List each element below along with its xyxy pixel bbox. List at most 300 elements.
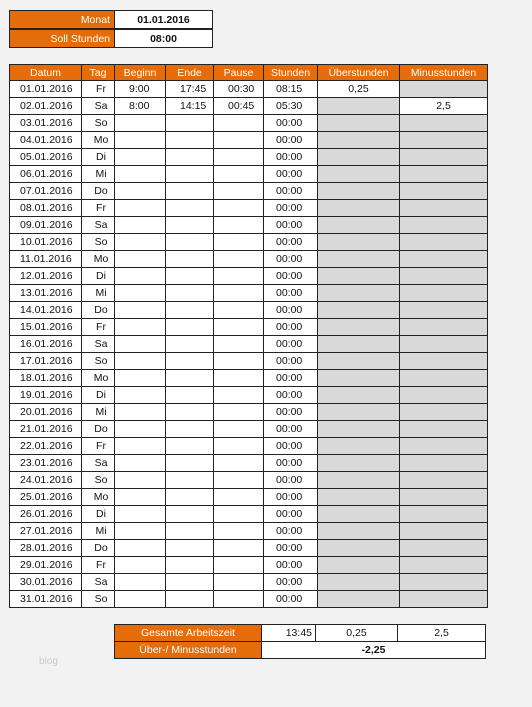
cell-beginn[interactable]	[115, 234, 166, 251]
gesamt-ueberstunden-cell[interactable]: 0,25	[315, 624, 398, 642]
table-row	[10, 506, 488, 523]
cell-datum[interactable]: 03.01.2016	[10, 115, 82, 132]
cell-beginn[interactable]	[115, 574, 166, 591]
table-row	[10, 302, 488, 319]
cell-beginn[interactable]	[115, 217, 166, 234]
cell-ende[interactable]	[166, 523, 214, 540]
cell-stunden[interactable]: 00:00	[264, 540, 318, 557]
col-header-pause: Pause	[214, 65, 264, 81]
cell-datum[interactable]: 30.01.2016	[10, 574, 82, 591]
cell-datum[interactable]: 09.01.2016	[10, 217, 82, 234]
table-header-row	[10, 65, 488, 81]
cell-tag[interactable]: Do	[82, 421, 115, 438]
cell-stunden[interactable]: 00:00	[264, 336, 318, 353]
table-row	[10, 81, 488, 98]
cell-pause[interactable]	[214, 421, 264, 438]
saldo-label: Über-/ Minusstunden	[114, 641, 262, 659]
col-header-beginn: Beginn	[115, 65, 166, 81]
cell-tag[interactable]: Mo	[82, 489, 115, 506]
cell-minusstunden[interactable]	[400, 285, 488, 302]
cell-tag[interactable]: Di	[82, 268, 115, 285]
time-table	[9, 64, 488, 608]
cell-stunden[interactable]: 00:00	[264, 557, 318, 574]
cell-minusstunden[interactable]	[400, 149, 488, 166]
cell-pause[interactable]	[214, 115, 264, 132]
cell-pause[interactable]	[214, 591, 264, 608]
cell-stunden[interactable]: 00:00	[264, 285, 318, 302]
col-header-stunden: Stunden	[264, 65, 318, 81]
cell-stunden[interactable]: 00:00	[264, 149, 318, 166]
cell-tag[interactable]: Fr	[82, 200, 115, 217]
cell-pause[interactable]	[214, 217, 264, 234]
cell-stunden[interactable]: 00:00	[264, 268, 318, 285]
cell-pause[interactable]	[214, 234, 264, 251]
cell-pause[interactable]	[214, 540, 264, 557]
cell-tag[interactable]: So	[82, 472, 115, 489]
cell-minusstunden[interactable]	[400, 217, 488, 234]
cell-ende[interactable]	[166, 132, 214, 149]
cell-datum[interactable]: 31.01.2016	[10, 591, 82, 608]
cell-ende[interactable]	[166, 472, 214, 489]
cell-pause[interactable]	[214, 489, 264, 506]
cell-ende[interactable]	[166, 353, 214, 370]
cell-pause[interactable]	[214, 166, 264, 183]
cell-minusstunden[interactable]	[400, 132, 488, 149]
cell-beginn[interactable]	[115, 149, 166, 166]
col-header-ende: Ende	[166, 65, 214, 81]
cell-pause[interactable]	[214, 404, 264, 421]
cell-minusstunden[interactable]	[400, 387, 488, 404]
cell-pause[interactable]	[214, 183, 264, 200]
cell-ende[interactable]	[166, 591, 214, 608]
cell-pause[interactable]	[214, 523, 264, 540]
cell-ende[interactable]	[166, 234, 214, 251]
table-row	[10, 319, 488, 336]
cell-datum[interactable]: 16.01.2016	[10, 336, 82, 353]
cell-tag[interactable]: Fr	[82, 438, 115, 455]
cell-tag[interactable]: So	[82, 234, 115, 251]
cell-ende[interactable]	[166, 370, 214, 387]
table-row	[10, 115, 488, 132]
cell-ueberstunden[interactable]	[318, 285, 400, 302]
cell-tag[interactable]: Mi	[82, 404, 115, 421]
cell-ueberstunden[interactable]	[318, 438, 400, 455]
gesamte-arbeitszeit-label: Gesamte Arbeitszeit	[114, 624, 262, 642]
table-row	[10, 217, 488, 234]
cell-tag[interactable]: Do	[82, 183, 115, 200]
cell-ende[interactable]	[166, 115, 214, 132]
cell-datum[interactable]: 06.01.2016	[10, 166, 82, 183]
cell-datum[interactable]: 07.01.2016	[10, 183, 82, 200]
cell-datum[interactable]: 12.01.2016	[10, 268, 82, 285]
cell-datum[interactable]: 26.01.2016	[10, 506, 82, 523]
cell-tag[interactable]: Di	[82, 387, 115, 404]
cell-ueberstunden[interactable]	[318, 591, 400, 608]
cell-ueberstunden[interactable]	[318, 557, 400, 574]
cell-ende[interactable]	[166, 251, 214, 268]
cell-pause[interactable]	[214, 557, 264, 574]
cell-datum[interactable]: 02.01.2016	[10, 98, 82, 115]
cell-minusstunden[interactable]	[400, 404, 488, 421]
cell-ueberstunden[interactable]	[318, 268, 400, 285]
cell-pause[interactable]	[214, 149, 264, 166]
cell-ende[interactable]	[166, 149, 214, 166]
table-row	[10, 98, 488, 115]
cell-pause[interactable]	[214, 455, 264, 472]
cell-ueberstunden[interactable]	[318, 336, 400, 353]
cell-ende[interactable]	[166, 421, 214, 438]
cell-beginn[interactable]	[115, 353, 166, 370]
cell-beginn[interactable]	[115, 540, 166, 557]
cell-minusstunden[interactable]	[400, 302, 488, 319]
cell-stunden[interactable]: 00:00	[264, 387, 318, 404]
cell-stunden[interactable]: 00:00	[264, 200, 318, 217]
cell-minusstunden[interactable]	[400, 523, 488, 540]
cell-stunden[interactable]: 00:00	[264, 217, 318, 234]
cell-tag[interactable]: Sa	[82, 574, 115, 591]
monat-label: Monat	[9, 10, 115, 29]
cell-ende[interactable]	[166, 455, 214, 472]
cell-ueberstunden[interactable]	[318, 506, 400, 523]
cell-tag[interactable]: Mi	[82, 285, 115, 302]
col-header-ueberstunden: Überstunden	[318, 65, 400, 81]
cell-stunden[interactable]: 00:00	[264, 574, 318, 591]
cell-ende[interactable]	[166, 302, 214, 319]
cell-minusstunden[interactable]	[400, 268, 488, 285]
cell-datum[interactable]: 29.01.2016	[10, 557, 82, 574]
cell-ende[interactable]	[166, 506, 214, 523]
cell-beginn[interactable]	[115, 183, 166, 200]
cell-beginn[interactable]: 8:00	[115, 98, 166, 115]
cell-datum[interactable]: 01.01.2016	[10, 81, 82, 98]
cell-beginn[interactable]	[115, 489, 166, 506]
cell-pause[interactable]	[214, 200, 264, 217]
table-row	[10, 523, 488, 540]
cell-tag[interactable]: Di	[82, 506, 115, 523]
cell-beginn[interactable]	[115, 557, 166, 574]
cell-ende[interactable]	[166, 319, 214, 336]
cell-pause[interactable]	[214, 438, 264, 455]
table-row	[10, 353, 488, 370]
cell-ende[interactable]	[166, 166, 214, 183]
cell-beginn[interactable]	[115, 404, 166, 421]
cell-beginn[interactable]	[115, 285, 166, 302]
cell-ueberstunden[interactable]: 0,25	[318, 81, 400, 98]
cell-ende[interactable]	[166, 574, 214, 591]
cell-datum[interactable]: 24.01.2016	[10, 472, 82, 489]
cell-ueberstunden[interactable]	[318, 251, 400, 268]
cell-stunden[interactable]: 00:00	[264, 370, 318, 387]
cell-stunden[interactable]: 00:00	[264, 506, 318, 523]
soll-stunden-value-cell[interactable]: 08:00	[114, 29, 213, 48]
cell-ueberstunden[interactable]	[318, 166, 400, 183]
table-row	[10, 540, 488, 557]
cell-ueberstunden[interactable]	[318, 540, 400, 557]
table-row	[10, 132, 488, 149]
cell-ende[interactable]	[166, 404, 214, 421]
cell-minusstunden[interactable]	[400, 574, 488, 591]
cell-tag[interactable]: Sa	[82, 336, 115, 353]
cell-ende[interactable]	[166, 217, 214, 234]
cell-pause[interactable]: 00:45	[214, 98, 264, 115]
cell-stunden[interactable]: 00:00	[264, 183, 318, 200]
cell-datum[interactable]: 28.01.2016	[10, 540, 82, 557]
cell-pause[interactable]	[214, 506, 264, 523]
cell-datum[interactable]: 27.01.2016	[10, 523, 82, 540]
cell-tag[interactable]: Mo	[82, 370, 115, 387]
cell-minusstunden[interactable]	[400, 370, 488, 387]
cell-datum[interactable]: 10.01.2016	[10, 234, 82, 251]
cell-beginn[interactable]	[115, 268, 166, 285]
cell-pause[interactable]	[214, 302, 264, 319]
cell-beginn[interactable]	[115, 421, 166, 438]
cell-pause[interactable]	[214, 268, 264, 285]
cell-beginn[interactable]	[115, 370, 166, 387]
cell-tag[interactable]: Fr	[82, 81, 115, 98]
cell-tag[interactable]: So	[82, 353, 115, 370]
cell-stunden[interactable]: 00:00	[264, 591, 318, 608]
cell-minusstunden[interactable]	[400, 455, 488, 472]
cell-stunden[interactable]: 05:30	[264, 98, 318, 115]
cell-datum[interactable]: 14.01.2016	[10, 302, 82, 319]
cell-datum[interactable]: 17.01.2016	[10, 353, 82, 370]
cell-tag[interactable]: Do	[82, 302, 115, 319]
cell-ueberstunden[interactable]	[318, 115, 400, 132]
cell-beginn[interactable]	[115, 200, 166, 217]
cell-stunden[interactable]: 00:00	[264, 455, 318, 472]
cell-ueberstunden[interactable]	[318, 319, 400, 336]
cell-minusstunden[interactable]	[400, 336, 488, 353]
table-row	[10, 200, 488, 217]
cell-datum[interactable]: 25.01.2016	[10, 489, 82, 506]
cell-minusstunden[interactable]	[400, 319, 488, 336]
cell-stunden[interactable]: 00:00	[264, 132, 318, 149]
cell-tag[interactable]: Mi	[82, 523, 115, 540]
cell-minusstunden[interactable]	[400, 472, 488, 489]
cell-stunden[interactable]: 00:00	[264, 353, 318, 370]
cell-minusstunden[interactable]	[400, 489, 488, 506]
cell-beginn[interactable]	[115, 472, 166, 489]
table-row	[10, 472, 488, 489]
cell-minusstunden[interactable]: 2,5	[400, 98, 488, 115]
cell-tag[interactable]: Fr	[82, 319, 115, 336]
cell-ueberstunden[interactable]	[318, 421, 400, 438]
cell-pause[interactable]	[214, 353, 264, 370]
cell-pause[interactable]	[214, 574, 264, 591]
cell-ueberstunden[interactable]	[318, 387, 400, 404]
cell-pause[interactable]	[214, 370, 264, 387]
cell-pause[interactable]	[214, 336, 264, 353]
cell-beginn[interactable]	[115, 115, 166, 132]
table-row	[10, 251, 488, 268]
col-header-datum: Datum	[10, 65, 82, 81]
cell-stunden[interactable]: 00:00	[264, 421, 318, 438]
cell-datum[interactable]: 21.01.2016	[10, 421, 82, 438]
cell-minusstunden[interactable]	[400, 251, 488, 268]
cell-tag[interactable]: So	[82, 591, 115, 608]
cell-stunden[interactable]: 00:00	[264, 115, 318, 132]
gesamt-stunden-cell[interactable]: 13:45	[261, 624, 316, 642]
cell-ueberstunden[interactable]	[318, 302, 400, 319]
cell-minusstunden[interactable]	[400, 183, 488, 200]
saldo-value-cell[interactable]: -2,25	[261, 641, 486, 659]
cell-datum[interactable]: 15.01.2016	[10, 319, 82, 336]
cell-datum[interactable]: 19.01.2016	[10, 387, 82, 404]
cell-tag[interactable]: Sa	[82, 217, 115, 234]
table-row	[10, 166, 488, 183]
cell-beginn[interactable]	[115, 506, 166, 523]
table-row	[10, 489, 488, 506]
cell-ueberstunden[interactable]	[318, 183, 400, 200]
cell-ueberstunden[interactable]	[318, 98, 400, 115]
table-row	[10, 455, 488, 472]
cell-tag[interactable]: Mo	[82, 251, 115, 268]
table-row	[10, 421, 488, 438]
table-row	[10, 336, 488, 353]
cell-datum[interactable]: 18.01.2016	[10, 370, 82, 387]
cell-minusstunden[interactable]	[400, 506, 488, 523]
cell-stunden[interactable]: 00:00	[264, 302, 318, 319]
soll-stunden-label: Soll Stunden	[9, 29, 115, 48]
cell-minusstunden[interactable]	[400, 353, 488, 370]
cell-pause[interactable]: 00:30	[214, 81, 264, 98]
cell-ende[interactable]	[166, 200, 214, 217]
cell-datum[interactable]: 23.01.2016	[10, 455, 82, 472]
cell-ende[interactable]	[166, 285, 214, 302]
cell-beginn[interactable]	[115, 455, 166, 472]
col-header-minusstunden: Minusstunden	[400, 65, 488, 81]
cell-ende[interactable]	[166, 540, 214, 557]
gesamt-minusstunden-cell[interactable]: 2,5	[397, 624, 486, 642]
cell-beginn[interactable]	[115, 251, 166, 268]
cell-minusstunden[interactable]	[400, 115, 488, 132]
cell-minusstunden[interactable]	[400, 591, 488, 608]
cell-ueberstunden[interactable]	[318, 574, 400, 591]
cell-ende[interactable]	[166, 489, 214, 506]
cell-ende[interactable]: 14:15	[166, 98, 214, 115]
cell-pause[interactable]	[214, 472, 264, 489]
cell-ueberstunden[interactable]	[318, 455, 400, 472]
cell-beginn[interactable]	[115, 523, 166, 540]
cell-stunden[interactable]: 00:00	[264, 472, 318, 489]
cell-datum[interactable]: 08.01.2016	[10, 200, 82, 217]
cell-stunden[interactable]: 00:00	[264, 234, 318, 251]
cell-beginn[interactable]	[115, 387, 166, 404]
cell-ueberstunden[interactable]	[318, 489, 400, 506]
cell-datum[interactable]: 13.01.2016	[10, 285, 82, 302]
cell-tag[interactable]: So	[82, 115, 115, 132]
cell-minusstunden[interactable]	[400, 166, 488, 183]
cell-minusstunden[interactable]	[400, 540, 488, 557]
table-row	[10, 404, 488, 421]
cell-ende[interactable]	[166, 438, 214, 455]
cell-tag[interactable]: Sa	[82, 98, 115, 115]
cell-stunden[interactable]: 00:00	[264, 523, 318, 540]
cell-ueberstunden[interactable]	[318, 234, 400, 251]
cell-beginn[interactable]	[115, 302, 166, 319]
cell-pause[interactable]	[214, 132, 264, 149]
cell-ende[interactable]: 17:45	[166, 81, 214, 98]
table-row	[10, 234, 488, 251]
cell-minusstunden[interactable]	[400, 81, 488, 98]
cell-tag[interactable]: Di	[82, 149, 115, 166]
cell-datum[interactable]: 11.01.2016	[10, 251, 82, 268]
table-row	[10, 438, 488, 455]
cell-stunden[interactable]: 00:00	[264, 438, 318, 455]
cell-tag[interactable]: Mo	[82, 132, 115, 149]
cell-stunden[interactable]: 00:00	[264, 251, 318, 268]
cell-ueberstunden[interactable]	[318, 370, 400, 387]
cell-datum[interactable]: 22.01.2016	[10, 438, 82, 455]
cell-ende[interactable]	[166, 336, 214, 353]
table-row	[10, 268, 488, 285]
cell-stunden[interactable]: 00:00	[264, 404, 318, 421]
monat-value-cell[interactable]: 01.01.2016	[114, 10, 213, 29]
cell-beginn[interactable]: 9:00	[115, 81, 166, 98]
cell-tag[interactable]: Mi	[82, 166, 115, 183]
cell-minusstunden[interactable]	[400, 234, 488, 251]
cell-ueberstunden[interactable]	[318, 200, 400, 217]
table-row	[10, 285, 488, 302]
cell-pause[interactable]	[214, 319, 264, 336]
cell-ende[interactable]	[166, 183, 214, 200]
cell-minusstunden[interactable]	[400, 200, 488, 217]
cell-ueberstunden[interactable]	[318, 132, 400, 149]
cell-beginn[interactable]	[115, 591, 166, 608]
table-row	[10, 557, 488, 574]
cell-pause[interactable]	[214, 387, 264, 404]
cell-tag[interactable]: Do	[82, 540, 115, 557]
cell-datum[interactable]: 20.01.2016	[10, 404, 82, 421]
table-row	[10, 387, 488, 404]
table-row	[10, 183, 488, 200]
cell-beginn[interactable]	[115, 132, 166, 149]
cell-beginn[interactable]	[115, 166, 166, 183]
cell-datum[interactable]: 04.01.2016	[10, 132, 82, 149]
table-row	[10, 149, 488, 166]
cell-tag[interactable]: Sa	[82, 455, 115, 472]
cell-beginn[interactable]	[115, 319, 166, 336]
table-row	[10, 574, 488, 591]
cell-stunden[interactable]: 00:00	[264, 489, 318, 506]
cell-beginn[interactable]	[115, 438, 166, 455]
cell-ende[interactable]	[166, 387, 214, 404]
table-row	[10, 591, 488, 608]
cell-ueberstunden[interactable]	[318, 353, 400, 370]
cell-stunden[interactable]: 08:15	[264, 81, 318, 98]
cell-ueberstunden[interactable]	[318, 472, 400, 489]
cell-minusstunden[interactable]	[400, 438, 488, 455]
cell-stunden[interactable]: 00:00	[264, 319, 318, 336]
cell-datum[interactable]: 05.01.2016	[10, 149, 82, 166]
cell-ueberstunden[interactable]	[318, 523, 400, 540]
cell-tag[interactable]: Fr	[82, 557, 115, 574]
cell-pause[interactable]	[214, 251, 264, 268]
col-header-tag: Tag	[82, 65, 115, 81]
cell-beginn[interactable]	[115, 336, 166, 353]
cell-stunden[interactable]: 00:00	[264, 166, 318, 183]
cell-ueberstunden[interactable]	[318, 404, 400, 421]
cell-ende[interactable]	[166, 557, 214, 574]
table-row	[10, 370, 488, 387]
cell-ueberstunden[interactable]	[318, 217, 400, 234]
watermark-text: blog	[39, 656, 58, 667]
cell-minusstunden[interactable]	[400, 421, 488, 438]
cell-pause[interactable]	[214, 285, 264, 302]
cell-ueberstunden[interactable]	[318, 149, 400, 166]
cell-ende[interactable]	[166, 268, 214, 285]
cell-minusstunden[interactable]	[400, 557, 488, 574]
